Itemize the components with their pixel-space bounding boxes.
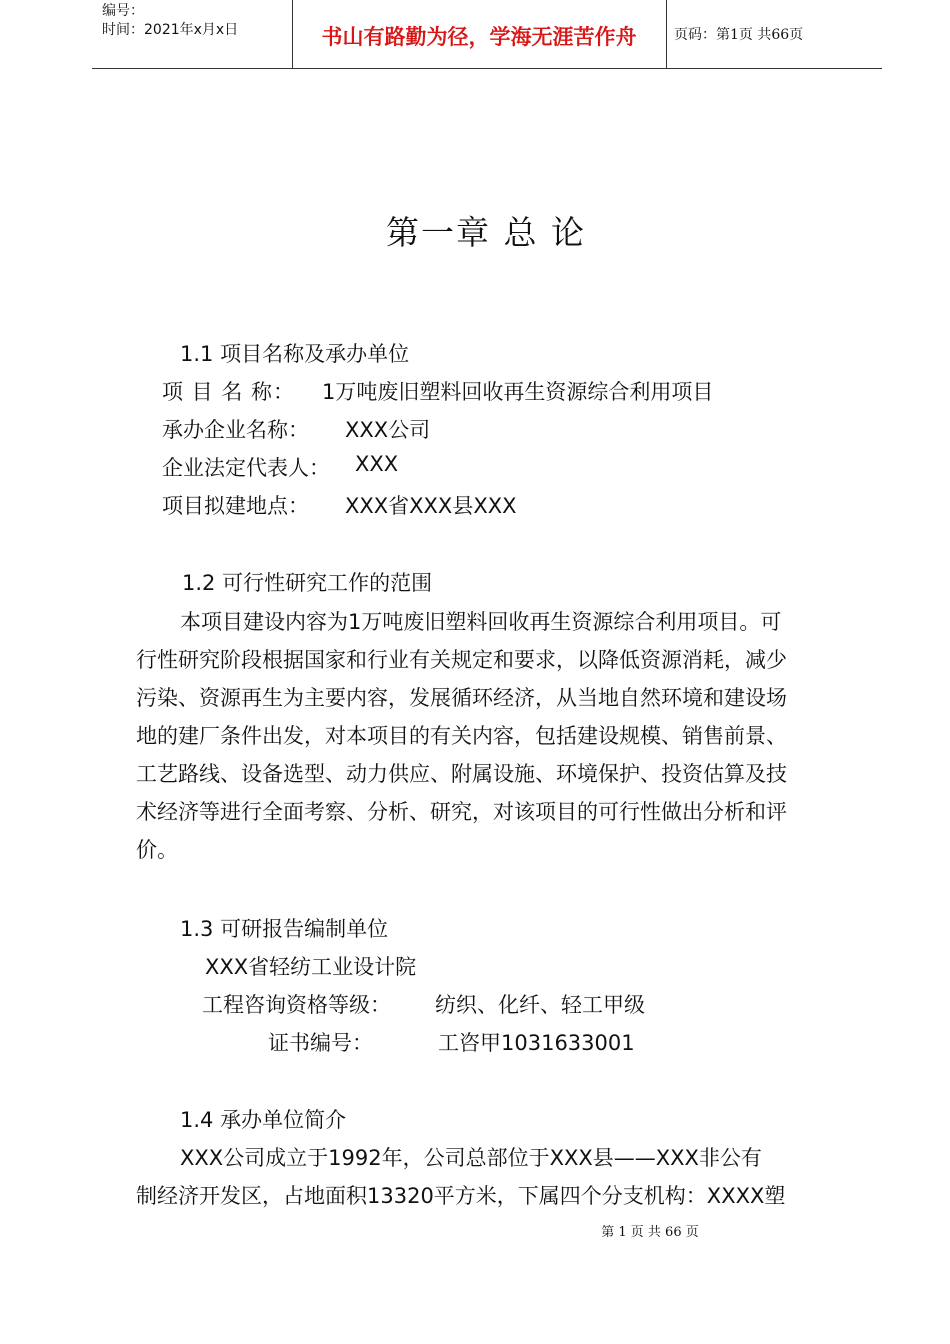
header-motto: 书山有路勤为径，学海无涯苦作舟 xyxy=(321,24,637,49)
section-1-1-heading: 1.1 项目名称及承办单位 xyxy=(180,342,410,366)
company-label: 承办企业名称： xyxy=(162,418,309,442)
paragraph-line: XXX公司成立于1992年，公司总部位于XXX县——XXX非公有 xyxy=(180,1146,762,1170)
site-label: 项目拟建地点： xyxy=(162,494,309,518)
time-label: 时间：2021年x月x日 xyxy=(102,22,239,38)
paragraph-line: 污染、资源再生为主要内容，发展循环经济，从当地自然环境和建设场 xyxy=(136,686,787,710)
section-1-3-heading: 1.3 可研报告编制单位 xyxy=(180,917,389,941)
project-name-value: 1万吨废旧塑料回收再生资源综合利用项目 xyxy=(322,380,714,404)
page-header xyxy=(92,0,882,69)
qualification-value: 纺织、化纤、轻工甲级 xyxy=(435,993,645,1017)
paragraph-line: 工艺路线、设备选型、动力供应、附属设施、环境保护、投资估算及技 xyxy=(136,762,787,786)
legal-rep-value: XXX xyxy=(355,452,399,476)
header-divider xyxy=(666,0,667,68)
paragraph-line: 术经济等进行全面考察、分析、研究，对该项目的可行性做出分析和评 xyxy=(136,800,787,824)
header-meta xyxy=(102,2,238,40)
header-page-info: 页码：第1页 共66页 xyxy=(674,27,804,43)
design-institute-name: XXX省轻纺工业设计院 xyxy=(205,955,417,979)
paragraph-line: 行性研究阶段根据国家和行业有关规定和要求，以降低资源消耗，减少 xyxy=(136,648,787,672)
number-label: 编号： xyxy=(102,3,144,19)
paragraph-line: 价。 xyxy=(136,838,178,862)
section-1-4-heading: 1.4 承办单位简介 xyxy=(180,1108,347,1132)
certificate-label: 证书编号： xyxy=(268,1031,373,1055)
chapter-title: 第一章 总 论 xyxy=(386,213,586,252)
site-value: XXX省XXX县XXX xyxy=(345,494,517,518)
certificate-value: 工咨甲1031633001 xyxy=(438,1031,635,1055)
paragraph-line: 本项目建设内容为1万吨废旧塑料回收再生资源综合利用项目。可 xyxy=(180,610,782,634)
company-value: XXX公司 xyxy=(345,418,431,442)
project-name-label: 项 目 名 称： xyxy=(162,380,296,404)
section-1-2-heading: 1.2 可行性研究工作的范围 xyxy=(182,571,433,595)
page-footer: 第 1 页 共 66 页 xyxy=(601,1225,699,1240)
paragraph-line: 制经济开发区，占地面积13320平方米，下属四个分支机构：XXXX塑 xyxy=(136,1184,786,1208)
paragraph-line: 地的建厂条件出发，对本项目的有关内容，包括建设规模、销售前景、 xyxy=(136,724,787,748)
legal-rep-label: 企业法定代表人： xyxy=(162,456,330,480)
qualification-label: 工程咨询资格等级： xyxy=(202,993,391,1017)
